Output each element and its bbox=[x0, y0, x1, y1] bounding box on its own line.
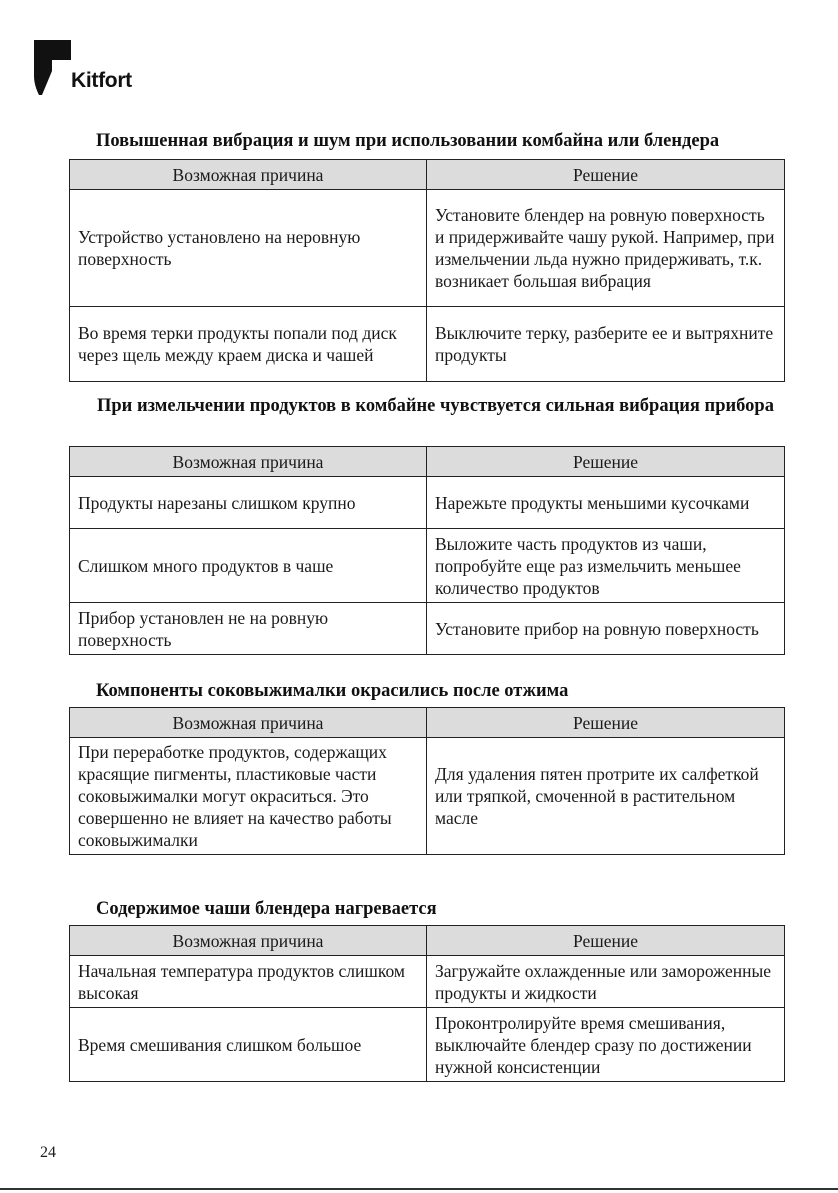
table-header-row bbox=[70, 160, 785, 190]
header-cause: Возможная причина bbox=[70, 160, 427, 190]
section-title: При измельчении продуктов в комбайне чувствуется сильная вибрация прибора bbox=[97, 396, 774, 416]
cause-cell: Начальная температура продуктов слишком высокая bbox=[70, 956, 427, 1008]
solution-cell: Нарежьте продукты меньшими кусочками bbox=[427, 477, 785, 529]
header-cause: Возможная причина bbox=[70, 708, 427, 738]
cause-cell: Во время терки продукты попали под диск через щель между краем диска и чашей bbox=[70, 307, 427, 382]
header-solution: Решение bbox=[427, 447, 785, 477]
table-row bbox=[70, 956, 785, 1008]
kitfort-logo bbox=[34, 40, 154, 100]
brand-name: Kitfort bbox=[71, 69, 132, 92]
table-row bbox=[70, 738, 785, 855]
cause-cell: Прибор установлен не на ровную поверхность bbox=[70, 603, 427, 655]
troubleshooting-table bbox=[69, 159, 785, 382]
table-header-row bbox=[70, 447, 785, 477]
troubleshooting-table bbox=[69, 925, 785, 1082]
header-solution: Решение bbox=[427, 926, 785, 956]
table-row bbox=[70, 477, 785, 529]
table-row bbox=[70, 529, 785, 603]
bottom-divider bbox=[0, 1188, 838, 1190]
troubleshooting-table bbox=[69, 707, 785, 855]
solution-cell: Установите прибор на ровную поверхность bbox=[427, 603, 785, 655]
header-solution: Решение bbox=[427, 708, 785, 738]
troubleshooting-table bbox=[69, 446, 785, 655]
table-header-row bbox=[70, 708, 785, 738]
cause-cell: Продукты нарезаны слишком крупно bbox=[70, 477, 427, 529]
table-row bbox=[70, 307, 785, 382]
section-title: Содержимое чаши блендера нагревается bbox=[96, 899, 437, 919]
solution-cell: Проконтролируйте время смешивания, выключайте блендер сразу по достижении нужной консистенции bbox=[427, 1008, 785, 1082]
cause-cell: При переработке продуктов, содержащих красящие пигменты, пластиковые части соковыжималки могут окраситься. Это совершенно не влияет на качество работы соковыжималки bbox=[70, 738, 427, 855]
kitfort-logo-mark-icon bbox=[34, 40, 74, 96]
header-cause: Возможная причина bbox=[70, 447, 427, 477]
solution-cell: Выложите часть продуктов из чаши, попробуйте еще раз измельчить меньшее количество продуктов bbox=[427, 529, 785, 603]
table-row bbox=[70, 603, 785, 655]
table-row bbox=[70, 190, 785, 307]
cause-cell: Устройство установлено на неровную поверхность bbox=[70, 190, 427, 307]
cause-cell: Время смешивания слишком большое bbox=[70, 1008, 427, 1082]
solution-cell: Установите блендер на ровную поверхность и придерживайте чашу рукой. Например, при измельчении льда нужно придерживать, т.к. возникает большая вибрация bbox=[427, 190, 785, 307]
table-row bbox=[70, 1008, 785, 1082]
page-number: 24 bbox=[40, 1144, 56, 1161]
solution-cell: Для удаления пятен протрите их салфеткой или тряпкой, смоченной в растительном масле bbox=[427, 738, 785, 855]
header-solution: Решение bbox=[427, 160, 785, 190]
solution-cell: Загружайте охлажденные или замороженные продукты и жидкости bbox=[427, 956, 785, 1008]
solution-cell: Выключите терку, разберите ее и вытряхните продукты bbox=[427, 307, 785, 382]
table-header-row bbox=[70, 926, 785, 956]
section-title: Повышенная вибрация и шум при использовании комбайна или блендера bbox=[96, 131, 720, 151]
header-cause: Возможная причина bbox=[70, 926, 427, 956]
section-title: Компоненты соковыжималки окрасились после отжима bbox=[96, 681, 569, 701]
cause-cell: Слишком много продуктов в чаше bbox=[70, 529, 427, 603]
